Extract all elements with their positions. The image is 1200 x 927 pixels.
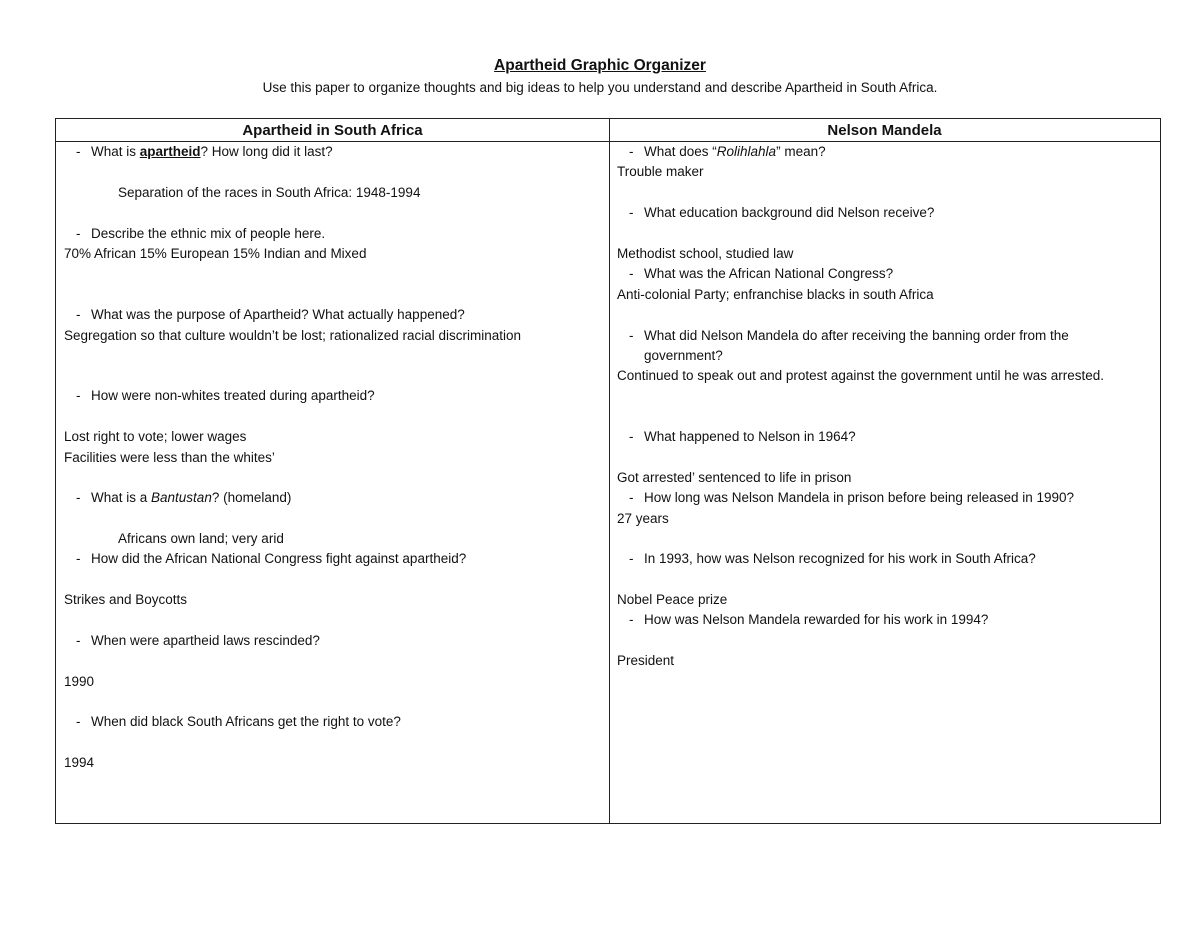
apartheid-question-8: - When did black South Africans get the right to vote?	[56, 712, 609, 732]
bantustan-term: Bantustan	[151, 490, 212, 505]
apartheid-question-4: - How were non-whites treated during apartheid?	[56, 386, 609, 406]
mandela-answer-7: Nobel Peace prize	[617, 592, 728, 607]
rolihlahla-term: Rolihlahla	[716, 144, 777, 159]
apartheid-answer-7: 1990	[64, 674, 95, 689]
apartheid-answer-6: Strikes and Boycotts	[64, 592, 188, 607]
apartheid-term: apartheid	[139, 144, 201, 159]
bullet-dash: -	[76, 551, 81, 566]
apartheid-question-6: - How did the African National Congress fight against apartheid?	[56, 549, 609, 569]
mandela-answer-4: Continued to speak out and protest against the government until he was arrested.	[617, 368, 1105, 383]
mandela-question-4: - What did Nelson Mandela do after receiving the banning order from the government?	[629, 328, 1069, 363]
apartheid-answer-8: 1994	[64, 755, 95, 770]
apartheid-column-heading: Apartheid in South Africa	[56, 119, 609, 142]
apartheid-column	[56, 119, 610, 823]
mandela-answer-8: President	[617, 653, 675, 668]
mandela-question-8: - How was Nelson Mandela rewarded for his work in 1994?	[609, 610, 1160, 630]
bullet-dash: -	[76, 307, 81, 322]
mandela-answer-3: Anti-colonial Party; enfranchise blacks in south Africa	[617, 287, 934, 302]
apartheid-answer-5: Africans own land; very arid	[118, 531, 284, 546]
bullet-dash: -	[76, 490, 81, 505]
apartheid-answer-4b: Facilities were less than the whites’	[64, 450, 275, 465]
apartheid-answer-4a: Lost right to vote; lower wages	[64, 429, 247, 444]
page-title: Apartheid Graphic Organizer	[494, 57, 706, 74]
mandela-question-3: - What was the African National Congress?	[609, 264, 1160, 284]
bullet-dash: -	[76, 144, 81, 159]
apartheid-answer-2: 70% African 15% European 15% Indian and Mixed	[64, 246, 367, 261]
mandela-column	[609, 119, 1160, 823]
apartheid-question-1: - What is apartheid? How long did it last?	[56, 142, 609, 162]
mandela-column-heading: Nelson Mandela	[609, 119, 1160, 142]
bullet-dash: -	[76, 388, 81, 403]
apartheid-question-3: - What was the purpose of Apartheid? What actually happened?	[56, 305, 609, 325]
mandela-answer-1: Trouble maker	[617, 164, 704, 179]
mandela-question-6: - How long was Nelson Mandela in prison before being released in 1990?	[609, 488, 1160, 508]
mandela-question-2: - What education background did Nelson receive?	[609, 203, 1160, 223]
bullet-dash: -	[629, 490, 634, 505]
bullet-dash: -	[629, 612, 634, 627]
organizer-table	[55, 118, 1161, 824]
apartheid-question-7: - When were apartheid laws rescinded?	[56, 631, 609, 651]
page-subtitle: Use this paper to organize thoughts and big ideas to help you understand and describe Apartheid in South Africa.	[262, 80, 938, 95]
mandela-question-1: - What does “Rolihlahla” mean?	[609, 142, 1160, 162]
bullet-dash: -	[629, 328, 634, 343]
bullet-dash: -	[76, 633, 81, 648]
bullet-dash: -	[76, 714, 81, 729]
apartheid-question-5: - What is a Bantustan? (homeland)	[56, 488, 609, 508]
mandela-answer-5: Got arrested’ sentenced to life in prison	[617, 470, 852, 485]
apartheid-question-2: - Describe the ethnic mix of people here.	[56, 224, 609, 244]
apartheid-answer-1: Separation of the races in South Africa: 1948-1994	[118, 185, 421, 200]
bullet-dash: -	[76, 226, 81, 241]
bullet-dash: -	[629, 266, 634, 281]
mandela-answer-6: 27 years	[617, 511, 669, 526]
mandela-answer-2: Methodist school, studied law	[617, 246, 794, 261]
bullet-dash: -	[629, 205, 634, 220]
mandela-question-7: - In 1993, how was Nelson recognized for his work in South Africa?	[609, 549, 1160, 569]
mandela-question-5: - What happened to Nelson in 1964?	[609, 427, 1160, 447]
bullet-dash: -	[629, 144, 634, 159]
bullet-dash: -	[629, 551, 634, 566]
apartheid-answer-3: Segregation so that culture wouldn’t be lost; rationalized racial discrimination	[64, 328, 521, 343]
bullet-dash: -	[629, 429, 634, 444]
